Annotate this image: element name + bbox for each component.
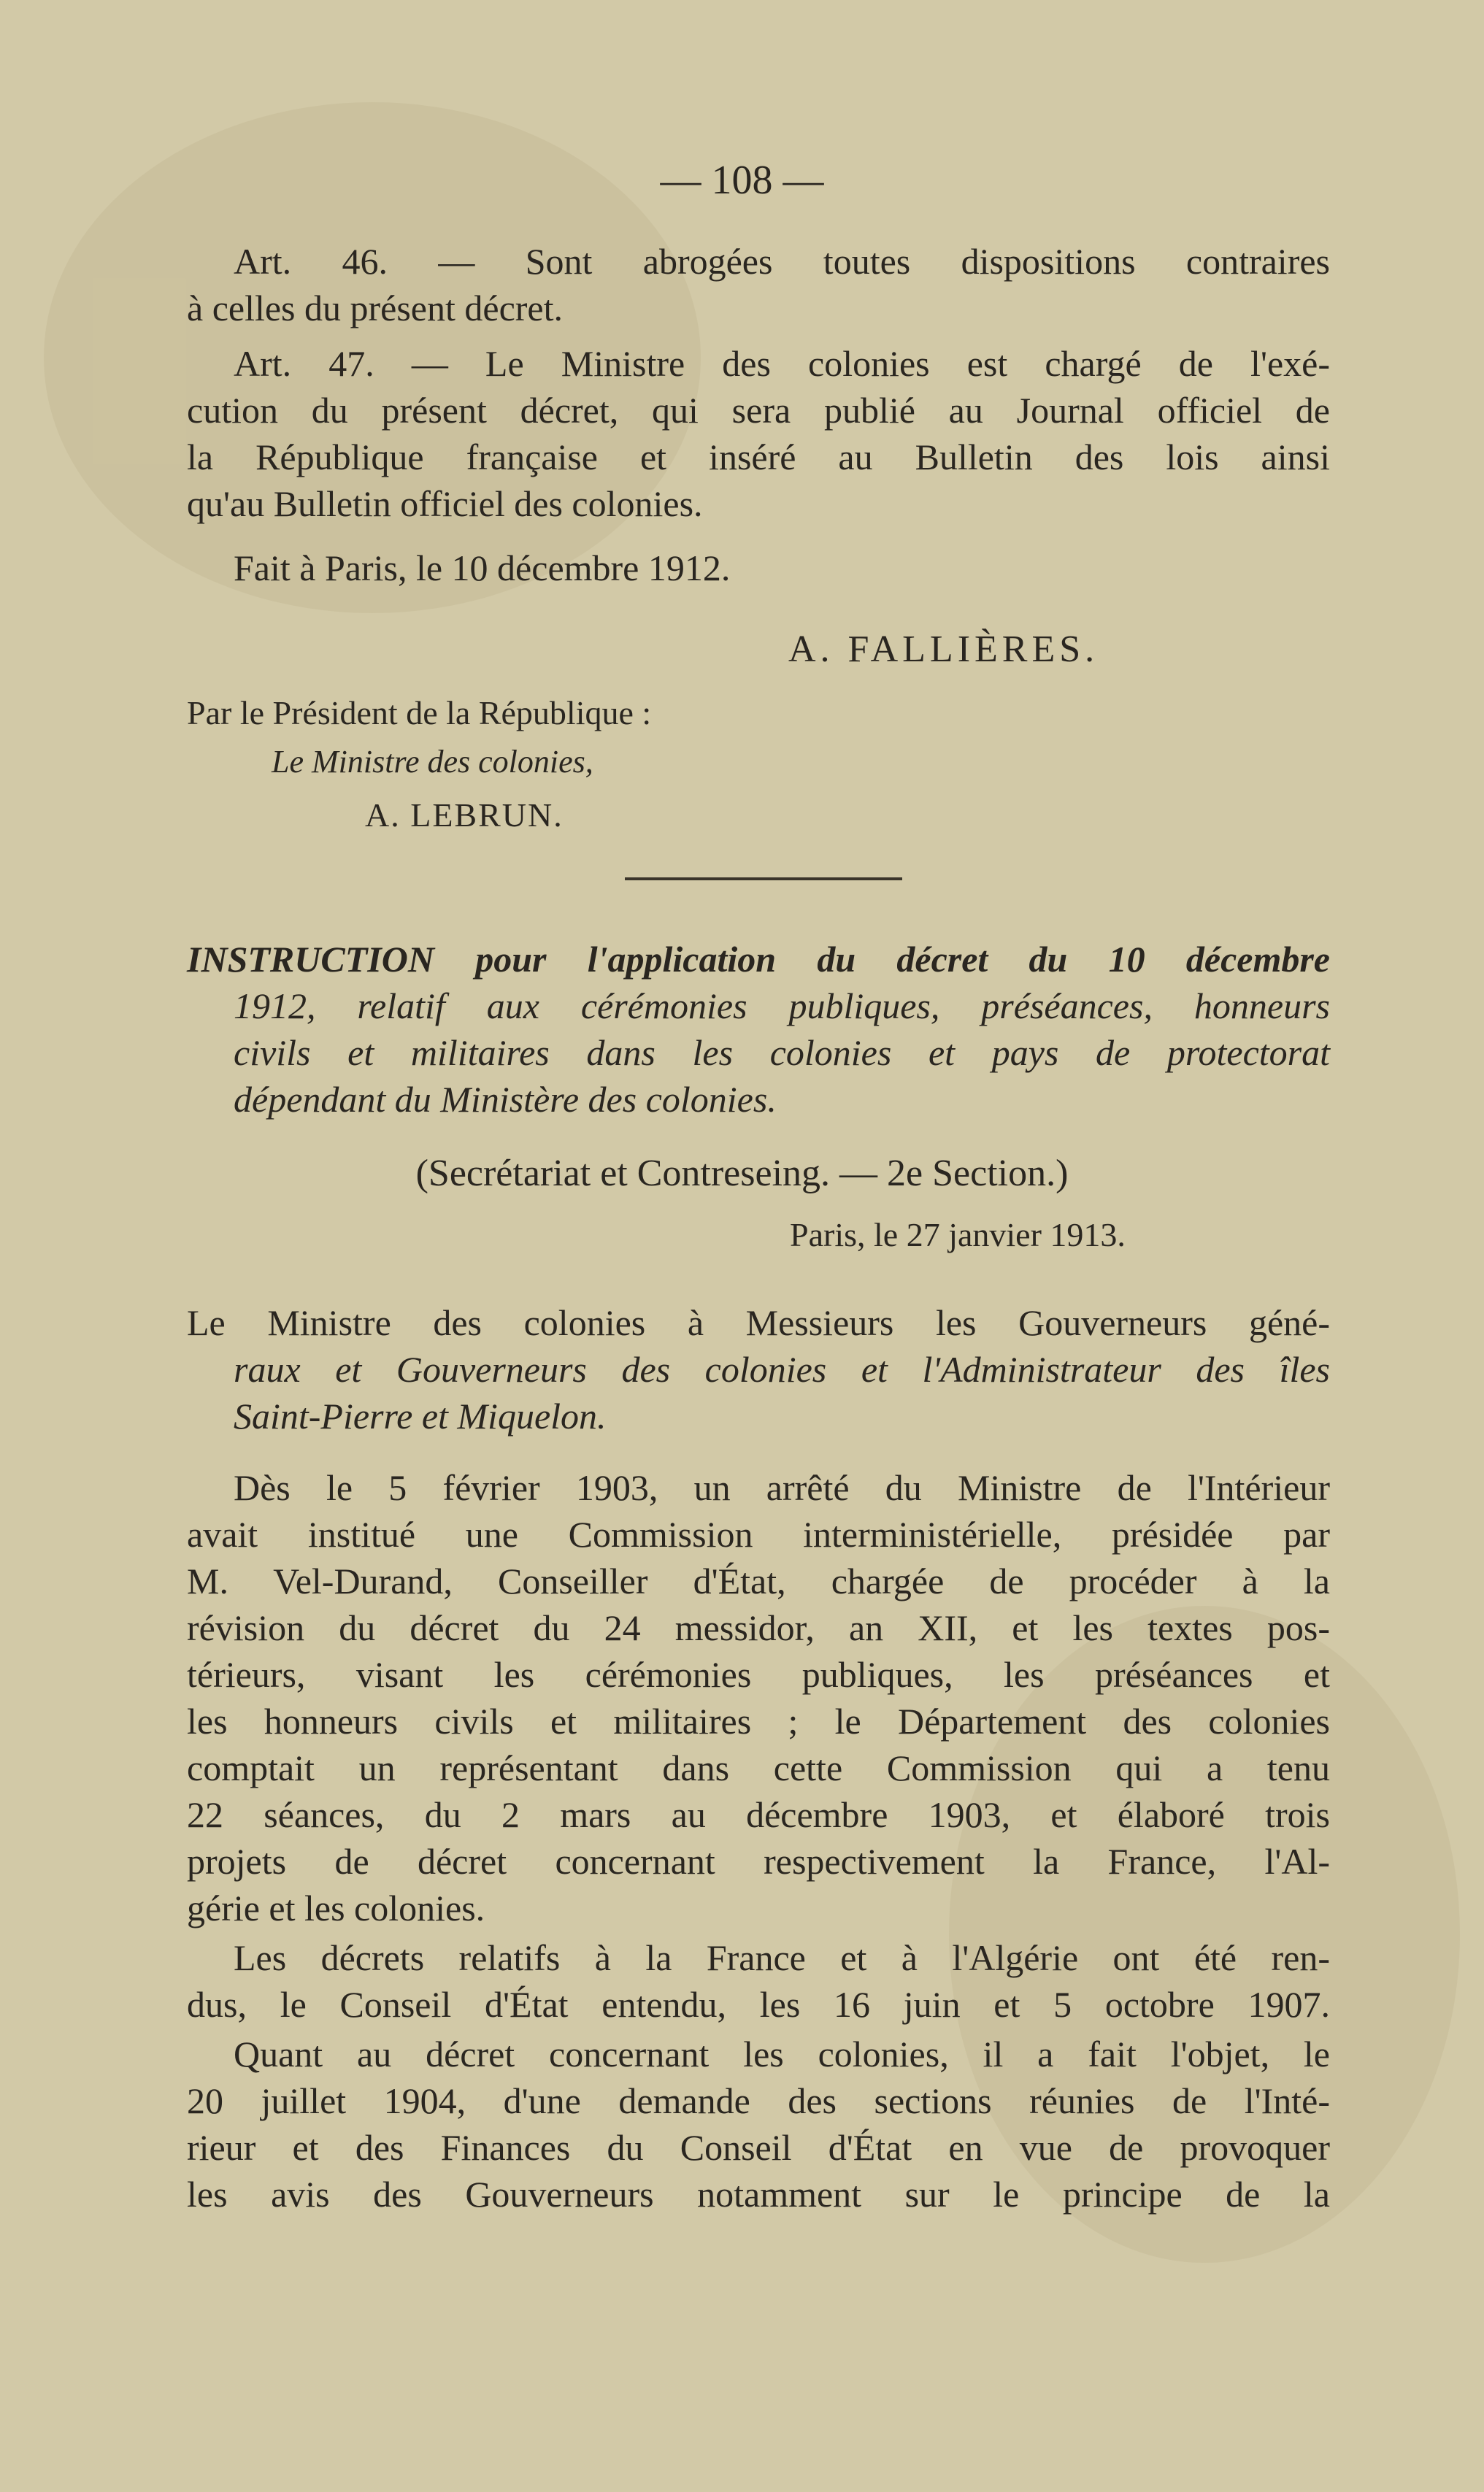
art46-line: Art. 46. — Sont abrogées toutes dispositions contraires (234, 241, 1330, 282)
paragraph-line: dus, le Conseil d'État entendu, les 16 juin et 5 octobre 1907. (187, 1984, 1330, 2025)
paragraph-line: comptait un représentant dans cette Commission qui a tenu (187, 1747, 1330, 1788)
paragraph-line: M. Vel-Durand, Conseiller d'État, chargée de procéder à la (187, 1561, 1330, 1601)
signature-fallieres: A. FALLIÈRES. (788, 628, 1099, 670)
paragraph-line: térieurs, visant les cérémonies publiques, les préséances et (187, 1654, 1330, 1695)
instruction-line: civils et militaires dans les colonies et pays de protectorat (234, 1032, 1330, 1073)
section-divider (625, 877, 902, 880)
address-line: Le Ministre des colonies à Messieurs les Gouverneurs géné- (187, 1302, 1330, 1343)
secretariat-line: (Secrétariat et Contreseing. — 2e Section.) (415, 1153, 1069, 1194)
art47-line: la République française et inséré au Bulletin des lois ainsi (187, 437, 1330, 477)
instruction-line: INSTRUCTION pour l'application du décret du 10 décembre (187, 939, 1330, 980)
paragraph-line: gérie et les colonies. (187, 1888, 485, 1928)
paragraph-line: rieur et des Finances du Conseil d'État en vue de provoquer (187, 2127, 1330, 2168)
instruction-line: 1912, relatif aux cérémonies publiques, préséances, honneurs (234, 985, 1330, 1026)
art47-line: Art. 47. — Le Ministre des colonies est chargé de l'exé- (234, 343, 1330, 384)
paragraph-line: les avis des Gouverneurs notamment sur le principe de la (187, 2174, 1330, 2215)
paragraph-line: Dès le 5 février 1903, un arrêté du Ministre de l'Intérieur (234, 1467, 1330, 1508)
instruction-line: dépendant du Ministère des colonies. (234, 1079, 777, 1120)
art47-line: qu'au Bulletin officiel des colonies. (187, 483, 703, 524)
paragraph-line: révision du décret du 24 messidor, an XII, et les textes pos- (187, 1607, 1330, 1648)
art47-line: cution du présent décret, qui sera publié au Journal officiel de (187, 390, 1330, 431)
paragraph-line: les honneurs civils et militaires ; le Département des colonies (187, 1701, 1330, 1742)
date-signed: Fait à Paris, le 10 décembre 1912. (234, 547, 731, 588)
paragraph-line: projets de décret concernant respectivement la France, l'Al- (187, 1841, 1330, 1882)
ministre-label: Le Ministre des colonies, (272, 744, 593, 780)
paragraph-line: avait institué une Commission interministérielle, présidée par (187, 1514, 1330, 1555)
art46-line: à celles du présent décret. (187, 288, 564, 328)
par-le-president: Par le Président de la République : (187, 694, 652, 731)
paragraph-line: 20 juillet 1904, d'une demande des sections réunies de l'Inté- (187, 2080, 1330, 2121)
paragraph-line: 22 séances, du 2 mars au décembre 1903, et élaboré trois (187, 1794, 1330, 1835)
paragraph-line: Quant au décret concernant les colonies, il a fait l'objet, le (234, 2034, 1330, 2074)
page-number: — 108 — (660, 158, 824, 203)
paragraph-line: Les décrets relatifs à la France et à l'Algérie ont été ren- (234, 1937, 1330, 1978)
signature-lebrun: A. LEBRUN. (365, 796, 564, 834)
dateline: Paris, le 27 janvier 1913. (790, 1216, 1126, 1253)
address-line: raux et Gouverneurs des colonies et l'Administrateur des îles (234, 1349, 1330, 1390)
address-line: Saint-Pierre et Miquelon. (234, 1396, 607, 1437)
